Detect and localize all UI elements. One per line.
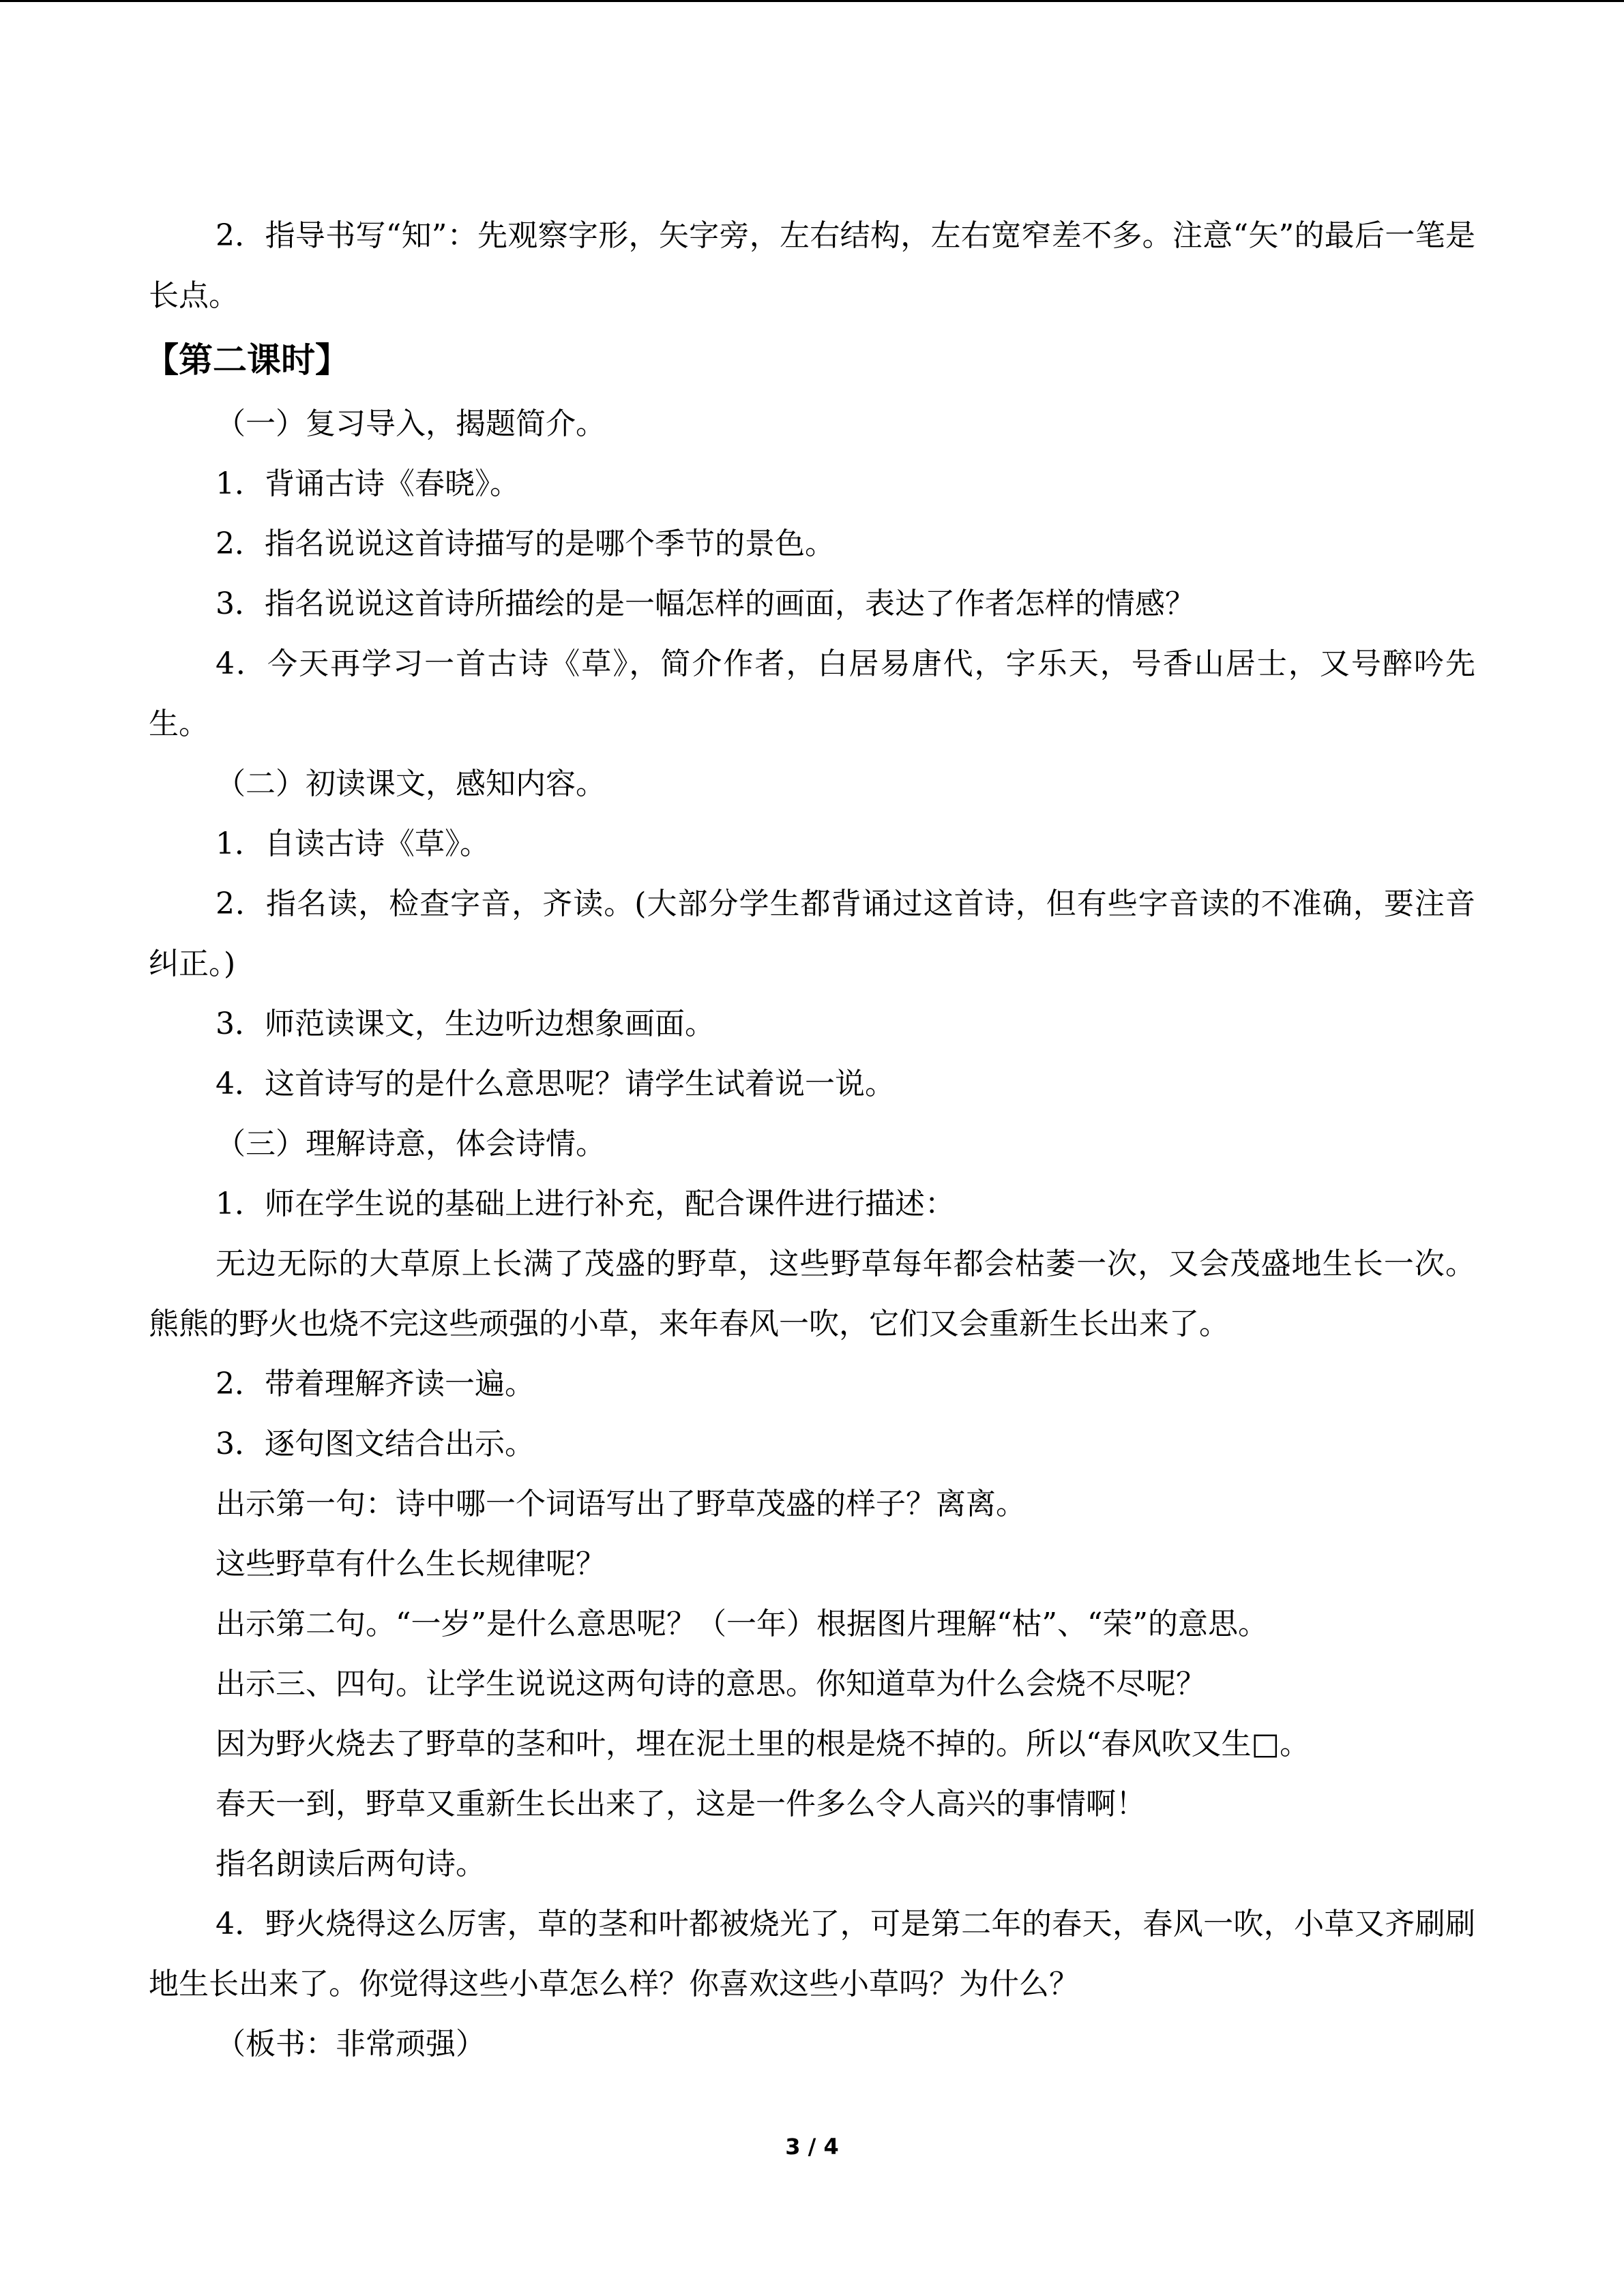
paragraph: （一）复习导入，揭题简介。 xyxy=(216,406,606,441)
paragraph: 1．师在学生说的基础上进行补充，配合课件进行描述： xyxy=(216,1187,955,1221)
paragraph: （二）初读课文，感知内容。 xyxy=(216,766,606,801)
paragraph: 2．指导书写“知”：先观察字形，矢字旁，左右结构，左右宽窄差不多。注意“矢”的最后一笔是长点。 xyxy=(149,218,1475,313)
paragraph: 这些野草有什么生长规律呢？ xyxy=(216,1547,606,1581)
paragraph: 2．指名说说这首诗描写的是哪个季节的景色。 xyxy=(216,526,835,561)
document-body xyxy=(145,206,1475,2074)
paragraph: 因为野火烧去了野草的茎和叶，埋在泥土里的根是烧不掉的。所以“春风吹又生□。 xyxy=(216,1727,1310,1761)
paragraph: 出示三、四句。让学生说说这两句诗的意思。你知道草为什么会烧不尽呢？ xyxy=(216,1667,1206,1701)
paragraph: （板书：非常顽强） xyxy=(216,2027,486,2061)
paragraph: 出示第二句。“一岁”是什么意思呢？（一年）根据图片理解“枯”、“荣”的意思。 xyxy=(216,1607,1268,1641)
paragraph: 出示第一句：诗中哪一个词语写出了野草茂盛的样子？离离。 xyxy=(216,1487,1026,1521)
paragraph: 2．指名读，检查字音，齐读。(大部分学生都背诵过这首诗，但有些字音读的不准确，要注音纠正。) xyxy=(149,886,1475,981)
paragraph: 无边无际的大草原上长满了茂盛的野草，这些野草每年都会枯萎一次，又会茂盛地生长一次。熊熊的野火也烧不完这些顽强的小草，来年春风一吹，它们又会重新生长出来了。 xyxy=(149,1247,1475,1341)
paragraph: （三）理解诗意，体会诗情。 xyxy=(216,1127,606,1161)
section-heading: 【第二课时】 xyxy=(145,340,349,380)
paragraph: 3．师范读课文，生边听边想象画面。 xyxy=(216,1007,715,1041)
paragraph: 3．逐句图文结合出示。 xyxy=(216,1427,535,1461)
paragraph: 2．带着理解齐读一遍。 xyxy=(216,1367,535,1401)
paragraph: 4．今天再学习一首古诗《草》，简介作者，白居易唐代，字乐天，号香山居士，又号醉吟先生。 xyxy=(149,646,1475,741)
paragraph: 3．指名说说这首诗所描绘的是一幅怎样的画面，表达了作者怎样的情感？ xyxy=(216,586,1195,621)
page-number: 3 / 4 xyxy=(785,2134,839,2160)
paragraph: 1．背诵古诗《春晓》。 xyxy=(216,466,520,501)
top-border-rule xyxy=(0,0,1624,2)
paragraph: 4．野火烧得这么厉害，草的茎和叶都被烧光了，可是第二年的春天，春风一吹，小草又齐刷刷地生长出来了。你觉得这些小草怎么样？你喜欢这些小草吗？为什么？ xyxy=(149,1907,1475,2001)
paragraph: 1．自读古诗《草》。 xyxy=(216,826,490,861)
paragraph: 指名朗读后两句诗。 xyxy=(216,1847,486,1881)
paragraph: 春天一到，野草又重新生长出来了，这是一件多么令人高兴的事情啊！ xyxy=(216,1787,1146,1821)
paragraph: 4．这首诗写的是什么意思呢？请学生试着说一说。 xyxy=(216,1067,895,1101)
